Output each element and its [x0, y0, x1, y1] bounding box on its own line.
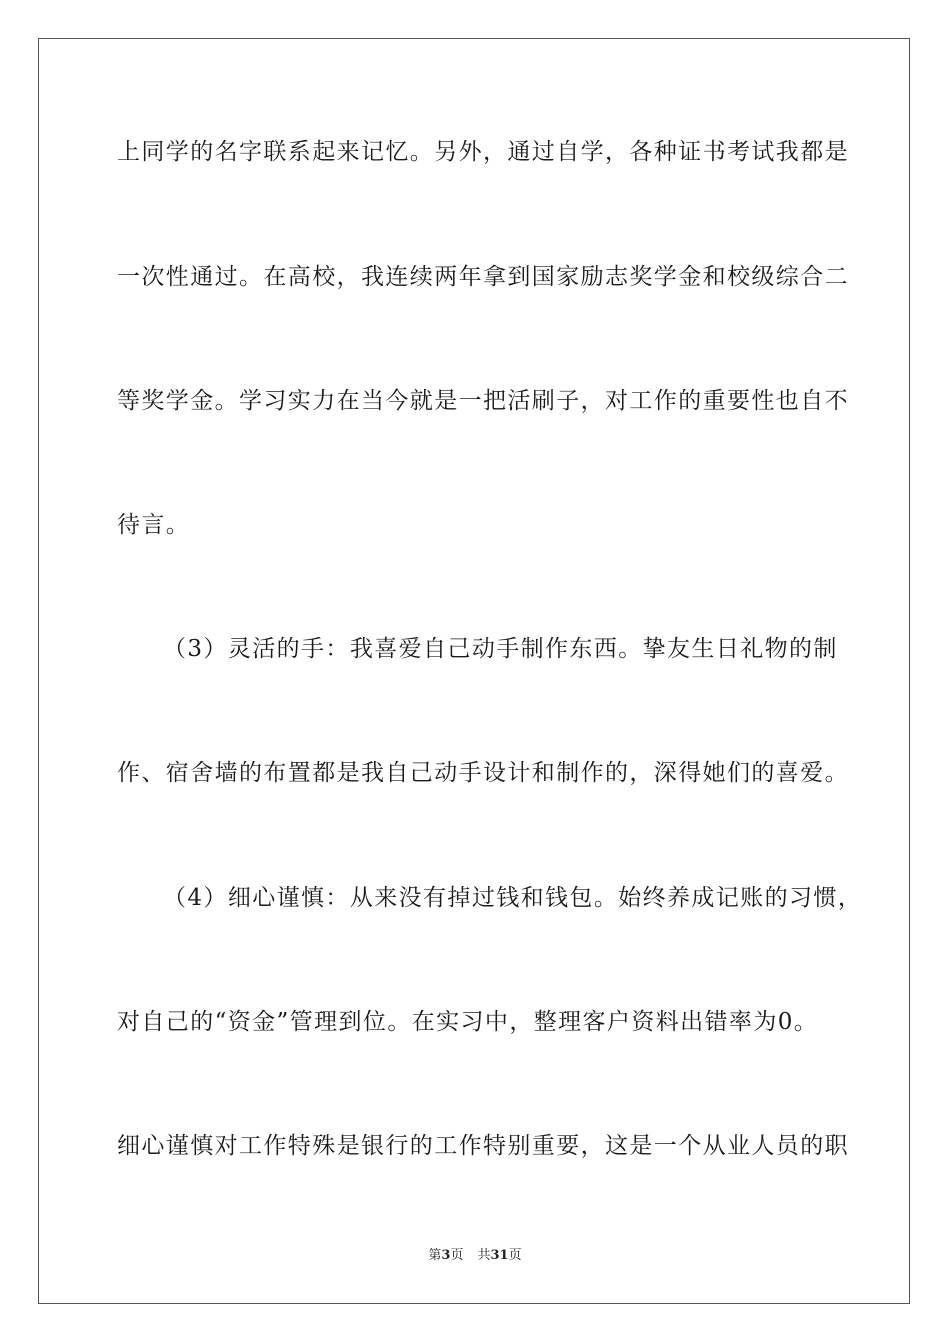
text-line: 待言。 [117, 512, 191, 538]
total-pages: 31 [490, 1248, 509, 1263]
page-number: 3 [441, 1248, 451, 1263]
text-line: 上同学的名字联系起来记忆。另外，通过自学，各种证书考试我都是 [117, 139, 849, 165]
text-line: 细心谨慎对工作特殊是银行的工作特别重要，这是一个从业人员的职 [117, 1133, 849, 1159]
text-line: 等奖学金。学习实力在当今就是一把活刷子，对工作的重要性也自不 [117, 388, 849, 414]
text-line: （4）细心谨慎：从来没有掉过钱和钱包。始终养成记账的习惯， [163, 885, 863, 911]
page-border [38, 38, 910, 1304]
text-line: 一次性通过。在高校，我连续两年拿到国家励志奖学金和校级综合二 [117, 264, 849, 290]
text-line: （3）灵活的手：我喜爱自己动手制作东西。挚友生日礼物的制 [163, 636, 838, 662]
text-line: 对自己的“资金”管理到位。在实习中，整理客户资料出错率为0。 [117, 1009, 819, 1035]
text-line: 作、宿舍墙的布置都是我自己动手设计和制作的，深得她们的喜爱。 [117, 760, 849, 786]
total-prefix: 共 [477, 1248, 491, 1263]
page-suffix: 页 [450, 1248, 464, 1263]
total-suffix: 页 [508, 1248, 522, 1263]
page-prefix: 第 [428, 1248, 442, 1263]
page-footer [0, 1247, 950, 1265]
